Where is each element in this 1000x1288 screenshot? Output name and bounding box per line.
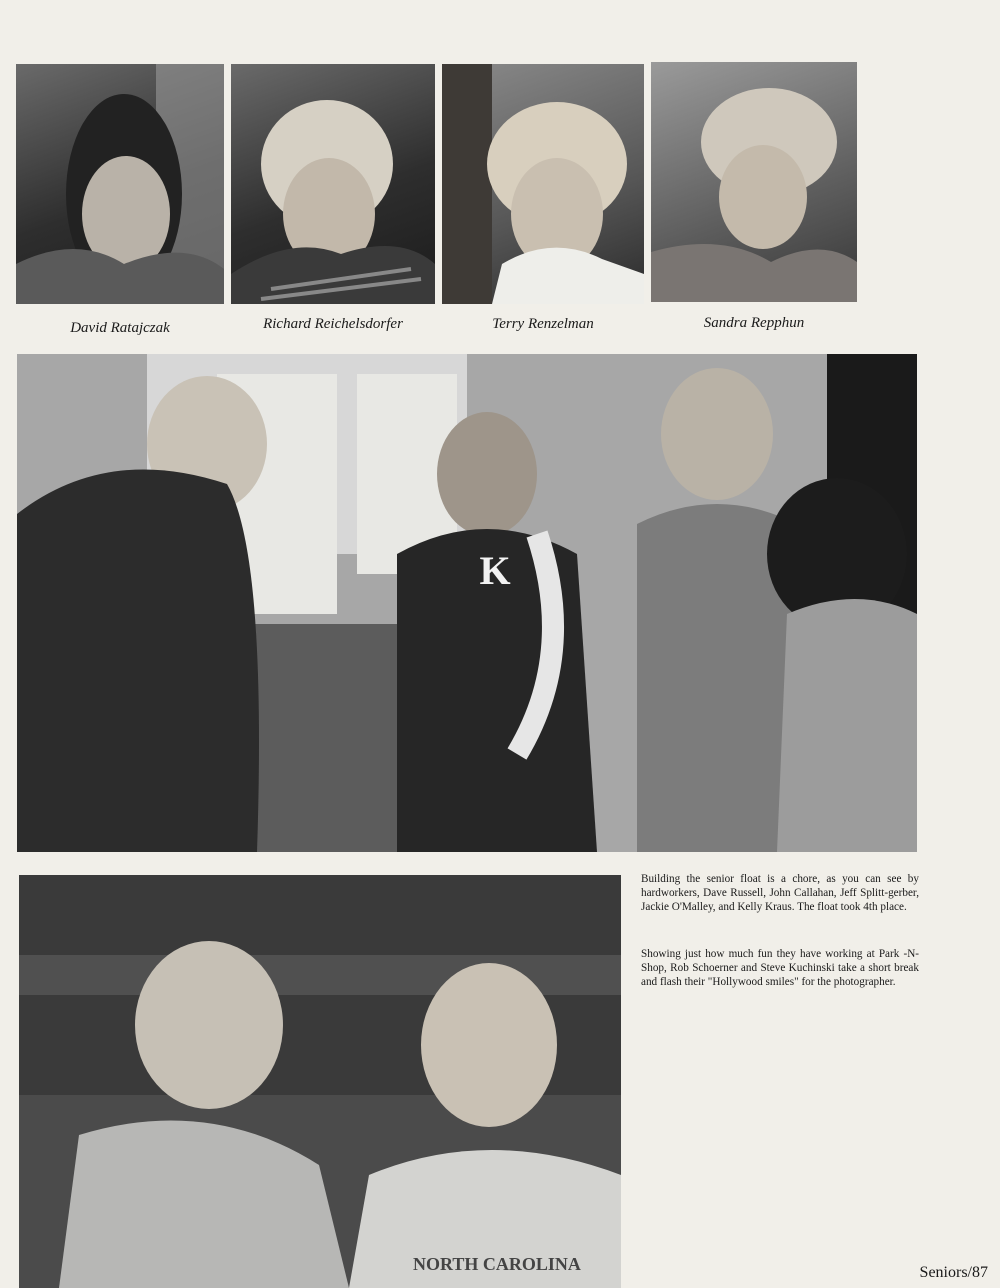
portrait-photo-richard-reichelsdorfer [231, 64, 435, 304]
page-folio: Seniors/87 [919, 1264, 988, 1281]
caption-paragraph-park-n-shop: Showing just how much fun they have working at Park -N- Shop, Rob Schoerner and Steve Kuchinski take a short break and flash their "Hollywood smiles" for the photographer. [641, 948, 919, 988]
portrait-caption: David Ratajczak [70, 320, 170, 336]
caption-paragraph-float: Building the senior float is a chore, as you can see by hardworkers, Dave Russell, John Callahan, Jeff Splitt-gerber, Jackie O'Malley, and Kelly Kraus. The float took 4th place. [641, 873, 919, 913]
portrait-illustration [442, 64, 644, 304]
group-illustration [17, 354, 917, 852]
store-illustration [19, 875, 621, 1288]
portrait-photo-terry-renzelman [442, 64, 644, 304]
senior-float-photo [17, 354, 917, 852]
shirt-text: NORTH CAROLINA [413, 1254, 581, 1274]
portrait-caption: Sandra Repphun [703, 315, 805, 331]
portrait-illustration [231, 64, 435, 304]
portrait-illustration [16, 64, 224, 304]
park-n-shop-photo [19, 875, 621, 1288]
portrait-photo-sandra-repphun [651, 62, 857, 302]
portrait-illustration [651, 62, 857, 302]
jacket-letter: K [479, 548, 511, 593]
portrait-caption: Terry Renzelman [492, 316, 594, 332]
portrait-photo-david-ratajczak [16, 64, 224, 304]
portrait-caption: Richard Reichelsdorfer [263, 316, 403, 332]
